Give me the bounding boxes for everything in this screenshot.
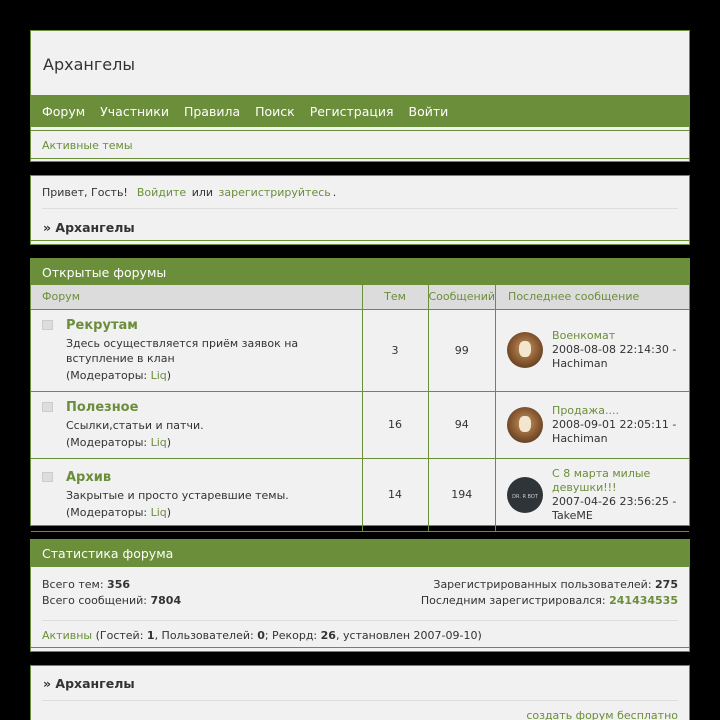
online-text: , установлен 2007-09-10) [335, 629, 482, 642]
forum-link[interactable]: Полезное [66, 399, 139, 415]
forum-description: Здесь осуществляется приём заявок на вступление в клан [66, 336, 299, 365]
last-post-link[interactable]: Продажа.... [552, 403, 620, 417]
col-forum: Форум [31, 285, 362, 309]
topic-count: 16 [362, 391, 428, 458]
divider [42, 700, 678, 701]
users-label: Зарегистрированных пользователей: [433, 578, 656, 591]
create-forum-link[interactable]: создать форум бесплатно [526, 709, 678, 720]
table-row [31, 458, 689, 531]
avatar-text: DR. R BOT [512, 493, 538, 500]
nav-forum[interactable]: Форум [42, 103, 86, 119]
nav-register[interactable]: Регистрация [309, 103, 394, 119]
nav-search[interactable]: Поиск [255, 103, 295, 119]
table-row [31, 391, 689, 458]
topic-count: 14 [362, 458, 428, 531]
nav-members[interactable]: Участники [100, 103, 169, 119]
moderator-link[interactable]: Liq [150, 505, 167, 519]
online-line [42, 629, 482, 642]
stats-left [42, 577, 181, 609]
nav-login[interactable]: Войти [408, 103, 449, 119]
posts-label: Всего сообщений: [42, 594, 151, 607]
active-topics-link[interactable]: Активные темы [42, 139, 133, 152]
stats-header: Статистика форума [31, 540, 689, 567]
forum-moderators [66, 435, 354, 450]
forum-status-icon [42, 402, 53, 412]
avatar [507, 477, 543, 513]
forums-header: Открытые форумы [31, 259, 689, 285]
stats-panel [30, 539, 690, 652]
post-count: 94 [428, 391, 496, 458]
divider [31, 647, 689, 648]
welcome-line [42, 186, 336, 199]
footer-panel [30, 665, 690, 720]
post-count: 99 [428, 309, 496, 391]
welcome-panel [30, 175, 690, 245]
avatar [507, 407, 543, 443]
online-text: ; Рекорд: [264, 629, 321, 642]
divider [42, 208, 678, 209]
divider [42, 620, 678, 621]
col-last-post: Последнее сообщение [496, 285, 689, 309]
guests-count: 1 [146, 629, 155, 642]
last-post-link[interactable]: Военкомат [552, 329, 616, 342]
or-text: или [191, 186, 214, 199]
forums-table [31, 285, 689, 532]
forum-link[interactable]: Архив [66, 469, 112, 485]
forum-description: Закрытые и просто устаревшие темы. [66, 488, 289, 502]
breadcrumb: » Архангелы [43, 220, 135, 235]
topics-label: Всего тем: [42, 578, 108, 591]
mod-suffix: ) [166, 435, 172, 449]
forum-description: Ссылки,статьи и патчи. [66, 418, 204, 432]
online-text: , Пользователей: [154, 629, 258, 642]
forum-status-icon [42, 472, 53, 482]
users-total: 275 [655, 578, 678, 591]
mod-suffix: ) [166, 505, 172, 519]
last-post-meta: 2008-08-08 22:14:30 - Hachiman [552, 343, 677, 370]
mod-suffix: ) [166, 368, 172, 382]
site-title: Архангелы [43, 55, 135, 74]
forum-moderators [66, 368, 354, 383]
forum-link[interactable]: Рекрутам [66, 317, 138, 333]
online-link[interactable]: Активны [42, 629, 93, 642]
period: . [332, 186, 337, 199]
post-count: 194 [428, 458, 496, 531]
moderator-link[interactable]: Liq [150, 368, 167, 382]
mod-prefix: (Модераторы: [66, 368, 151, 382]
breadcrumb: » Архангелы [43, 676, 135, 691]
nav-rules[interactable]: Правила [183, 103, 241, 119]
last-registered-link[interactable]: 241434535 [609, 594, 678, 607]
header-panel [30, 30, 690, 162]
last-post-meta: 2007-04-26 23:56:25 - TakeME [552, 494, 677, 522]
members-count: 0 [257, 629, 265, 642]
mod-prefix: (Модераторы: [66, 435, 151, 449]
avatar [507, 332, 543, 368]
greeting: Привет, Гость! [42, 186, 128, 199]
divider [31, 240, 689, 241]
last-registered-label: Последним зарегистрировался: [420, 594, 610, 607]
register-link[interactable]: зарегистрируйтесь [218, 186, 331, 199]
record-count: 26 [320, 629, 336, 642]
online-text: (Гостей: [92, 629, 147, 642]
col-posts: Сообщений [428, 285, 496, 309]
forums-panel [30, 258, 690, 526]
last-post-meta: 2008-09-01 22:05:11 - Hachiman [552, 417, 677, 445]
moderator-link[interactable]: Liq [150, 435, 167, 449]
last-post-link[interactable]: С 8 марта милые девушки!!! [552, 466, 651, 494]
posts-total: 7804 [150, 594, 182, 607]
subnav [31, 130, 689, 159]
col-topics: Тем [362, 285, 428, 309]
topic-count: 3 [362, 309, 428, 391]
mod-prefix: (Модераторы: [66, 505, 151, 519]
forum-status-icon [42, 320, 53, 330]
login-link[interactable]: Войдите [136, 186, 187, 199]
forum-moderators [66, 505, 354, 520]
topics-total: 356 [107, 578, 131, 591]
nav-bar [31, 95, 689, 127]
table-row [31, 309, 689, 391]
stats-right [421, 577, 678, 609]
